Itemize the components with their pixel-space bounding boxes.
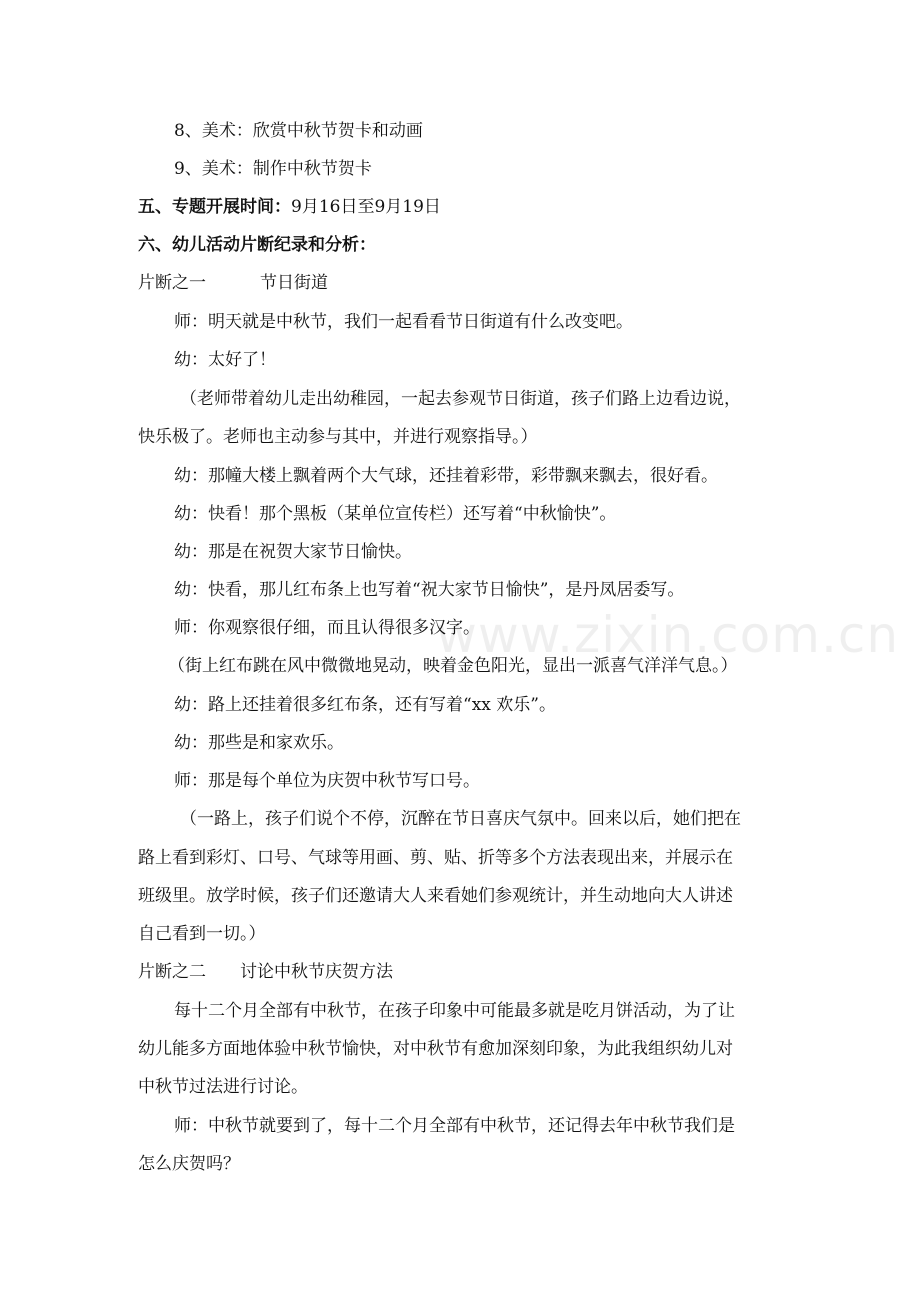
dialogue-line: 幼：那幢大楼上飘着两个大气球，还挂着彩带，彩带飘来飘去，很好看。	[174, 466, 718, 486]
section-heading-5	[138, 195, 788, 219]
section-heading-6: 六、幼儿活动片断纪录和分析：	[138, 235, 376, 255]
dialogue-line: 师：那是每个单位为庆贺中秋节写口号。	[174, 771, 480, 791]
list-item-8: 8、美术：欣赏中秋节贺卡和动画	[174, 121, 423, 141]
paragraph-line: 每十二个月全部有中秋节，在孩子印象中可能最多就是吃月饼活动，为了让	[174, 1001, 735, 1021]
paragraph-line: 路上看到彩灯、口号、气球等用画、剪、贴、折等多个方法表现出来，并展示在	[138, 848, 733, 868]
fragment-2-title: 讨论中秋节庆贺方法	[240, 962, 393, 982]
paragraph-line: 自己看到一切。）	[138, 924, 266, 944]
dialogue-line: 幼：路上还挂着很多红布条，还有写着“xx 欢乐”。	[174, 695, 556, 715]
dialogue-line: 幼：那是在祝贺大家节日愉快。	[174, 542, 412, 562]
dialogue-line: 幼：那些是和家欢乐。	[174, 733, 344, 753]
paragraph-line: （一路上，孩子们说个不停，沉醉在节日喜庆气氛中。回来以后，她们把在	[180, 809, 741, 829]
paragraph-line: 快乐极了。老师也主动参与其中，并进行观察指导。）	[138, 427, 538, 447]
fragment-heading-1	[138, 271, 788, 295]
section-heading-5-label: 五、专题开展时间：	[138, 197, 291, 217]
paragraph-line: 中秋节过法进行讨论。	[138, 1077, 308, 1097]
list-item-9: 9、美术：制作中秋节贺卡	[174, 159, 372, 179]
fragment-1-title: 节日街道	[260, 273, 328, 293]
fragment-heading-2	[138, 960, 788, 984]
dialogue-line: 幼：快看，那儿红布条上也写着“祝大家节日愉快”，是丹凤居委写。	[174, 580, 685, 600]
paragraph-line: 幼儿能多方面地体验中秋节愉快，对中秋节有愈加深刻印象，为此我组织幼儿对	[138, 1039, 733, 1059]
dialogue-line: 幼：太好了！	[174, 350, 276, 370]
paragraph-line: 班级里。放学时候，孩子们还邀请大人来看她们参观统计，并生动地向大人讲述	[138, 886, 733, 906]
paragraph-line: （老师带着幼儿走出幼稚园，一起去参观节日街道，孩子们路上边看边说，	[180, 389, 741, 409]
section-heading-5-value: 9月16日至9月19日	[291, 197, 441, 217]
dialogue-line: 幼：快看！那个黑板（某单位宣传栏）还写着“中秋愉快”。	[174, 504, 617, 524]
fragment-1-label: 片断之一	[138, 273, 206, 293]
paragraph-line: 怎么庆贺吗？	[138, 1154, 240, 1174]
paragraph-line: （街上红布跳在风中微微地晃动，映着金色阳光，显出一派喜气洋洋气息。）	[168, 656, 738, 676]
dialogue-line: 师：中秋节就要到了，每十二个月全部有中秋节，还记得去年中秋节我们是	[174, 1116, 735, 1136]
watermark: www.zixin.com.cn	[436, 606, 900, 664]
fragment-2-label: 片断之二	[138, 962, 206, 982]
dialogue-line: 师：你观察很仔细，而且认得很多汉字。	[174, 618, 480, 638]
dialogue-line: 师：明天就是中秋节，我们一起看看节日街道有什么改变吧。	[174, 312, 633, 332]
